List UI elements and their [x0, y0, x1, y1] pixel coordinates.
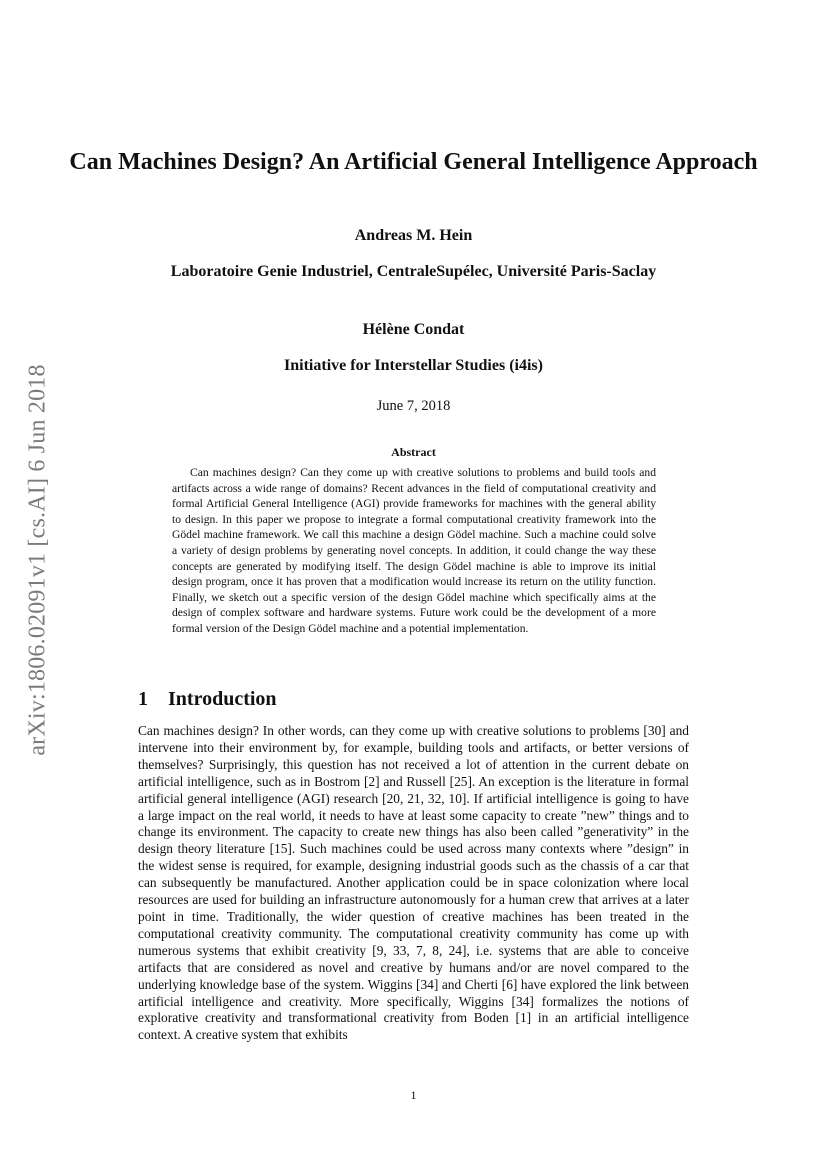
section-number: 1: [138, 688, 148, 710]
paper-title: Can Machines Design? An Artificial General Intelligence Approach: [69, 149, 758, 175]
publication-date: June 7, 2018: [376, 398, 451, 414]
author-name-2: Hélène Condat: [362, 321, 465, 338]
introduction-text: Can machines design? In other words, can they come up with creative solutions to problems [30] and intervene into their environment by, for example, building tools and artifacts, or better versions of themselves? Surprisingly, this question has not received a lot of attention in the current debate on artificial intelligence, such as in Bostrom [2] and Russell [25]. An exception is the literature in formal artificial general intelligence (AGI) research [20, 21, 32, 10]. If artificial intelligence is going to have a large impact on the real world, it needs to have at least some capacity to create ”new” things and to change its environment. The capacity to create new things has also been called ”generativity” in the design theory literature [15]. Such machines could be used across many contexts where ”design” in the widest sense is required, for example, designing industrial goods such as the chassis of a car that can subsequently be manufactured. Another application could be in space colonization where local resources are used for building an infrastructure autonomously for a human crew that arrives at a later point in time. Traditionally, the wider question of creative machines has been treated in the computational creativity community. The computational creativity community has come up with numerous systems that exhibit creativity [9, 33, 7, 8, 24], i.e. systems that are able to conceive artifacts that are considered as novel and creative by humans and/or are novel compared to the underlying knowledge base of the system. Wiggins [34] and Cherti [6] have explored the link between artificial intelligence and creativity. More specifically, Wiggins [34] formalizes the notions of explorative creativity and transformational creativity from Boden [1] in an artificial intelligence context. A creative system that exhibits: [138, 723, 689, 1043]
page-number: 1: [410, 1088, 417, 1102]
arxiv-identifier-stamp: arXiv:1806.02091v1 [cs.AI] 6 Jun 2018: [24, 364, 51, 756]
section-title: Introduction: [168, 688, 277, 710]
author-name-1: Andreas M. Hein: [354, 227, 473, 244]
abstract-text: Can machines design? Can they come up with creative solutions to problems and build tools and artifacts across a wide range of domains? Recent advances in the field of computational creativity and formal Artificial General Intelligence (AGI) provide frameworks for machines with the general ability to design. In this paper we propose to integrate a formal computational creativity framework into the Gödel machine framework. We call this machine a design Gödel machine. Such a machine could solve a variety of design problems by generating novel concepts. In addition, it could change the way these concepts are generated by modifying itself. The design Gödel machine is able to improve its initial design program, once it has proven that a modification would increase its return on the utility function. Finally, we sketch out a specific version of the design Gödel machine which specifically aims at the design of complex software and hardware systems. Future work could be the development of a more formal version of the Design Gödel machine and a potential implementation.: [172, 466, 656, 635]
author-affiliation-1: Laboratoire Genie Industriel, CentraleSupélec, Université Paris-Saclay: [170, 263, 657, 280]
section-heading: [138, 686, 277, 712]
author-affiliation-2: Initiative for Interstellar Studies (i4is): [284, 357, 543, 374]
abstract-heading: Abstract: [391, 445, 436, 459]
